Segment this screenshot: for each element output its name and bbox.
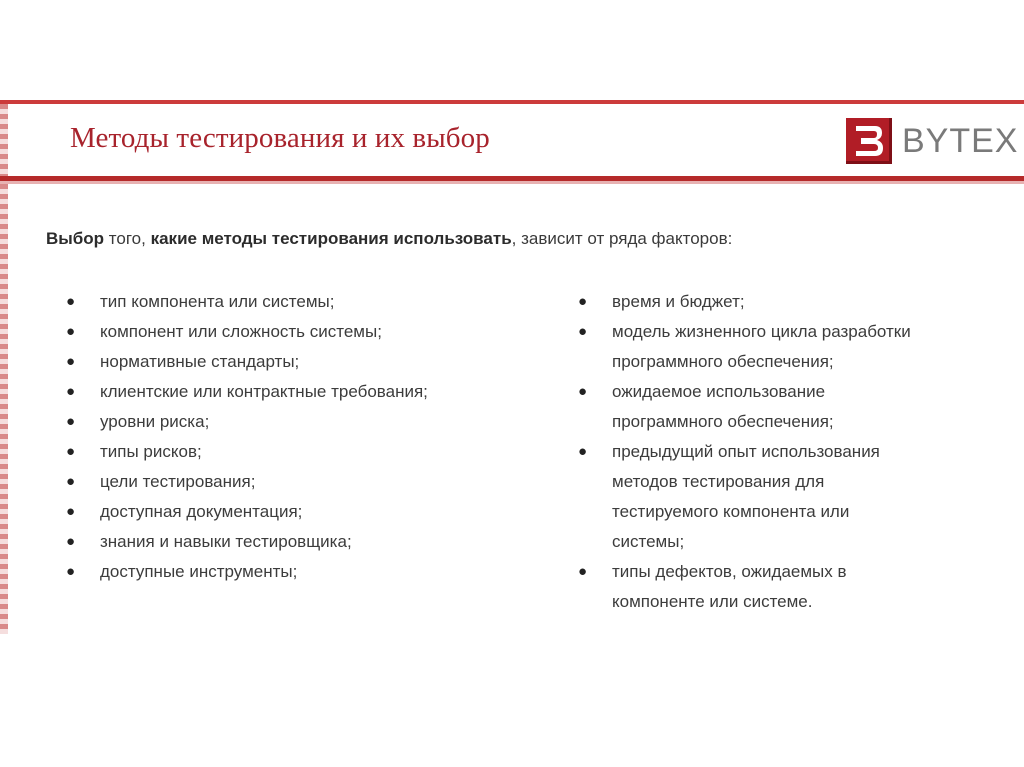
list-item-text: тестируемого компонента или	[612, 502, 850, 521]
list-item	[578, 287, 1008, 317]
header-rule	[0, 176, 1024, 184]
list-item	[66, 317, 536, 347]
intro-text	[46, 229, 732, 249]
list-item-text: знания и навыки тестировщика;	[100, 532, 352, 551]
factors-list-right	[578, 287, 1008, 617]
bytex-logo-icon	[846, 118, 892, 164]
list-item-text: компонент или сложность системы;	[100, 322, 382, 341]
list-item-text: доступная документация;	[100, 502, 303, 521]
list-item	[66, 347, 536, 377]
bullet-icon: ●	[66, 533, 76, 550]
bullet-icon: ●	[66, 503, 76, 520]
bullet-icon: ●	[66, 563, 76, 580]
list-item-text: предыдущий опыт использования	[612, 442, 880, 461]
top-rule	[0, 100, 1024, 104]
list-item-text: системы;	[612, 532, 685, 551]
bullet-icon: ●	[66, 383, 76, 400]
list-item-text: типы рисков;	[100, 442, 202, 461]
bullet-icon: ●	[66, 323, 76, 340]
bullet-icon: ●	[578, 443, 588, 460]
bullet-icon: ●	[578, 323, 588, 340]
list-item-text: цели тестирования;	[100, 472, 256, 491]
intro-regular-1: того,	[104, 229, 151, 248]
list-item-text: нормативные стандарты;	[100, 352, 300, 371]
list-item-text: программного обеспечения;	[612, 352, 834, 371]
bullet-icon: ●	[66, 293, 76, 310]
list-item-text: время и бюджет;	[612, 292, 745, 311]
list-item-text: тип компонента или системы;	[100, 292, 335, 311]
bullet-icon: ●	[66, 353, 76, 370]
list-item	[66, 407, 536, 437]
list-item-text: модель жизненного цикла разработки	[612, 322, 911, 341]
list-item	[66, 497, 536, 527]
logo-text: BYTEX	[902, 121, 1019, 160]
bullet-icon: ●	[578, 563, 588, 580]
list-item	[66, 287, 536, 317]
list-item	[578, 557, 1008, 617]
bullet-icon: ●	[578, 293, 588, 310]
list-item-text: программного обеспечения;	[612, 412, 834, 431]
bullet-icon: ●	[66, 413, 76, 430]
list-item	[578, 377, 1008, 437]
factors-list-left	[66, 287, 536, 587]
list-item	[578, 317, 1008, 377]
list-item-text: методов тестирования для	[612, 472, 825, 491]
bytex-logo	[846, 116, 1018, 166]
intro-bold-1: Выбор	[46, 229, 105, 248]
list-item-text: уровни риска;	[100, 412, 210, 431]
list-item	[66, 377, 536, 407]
list-item-text: ожидаемое использование	[612, 382, 826, 401]
list-item	[66, 467, 536, 497]
list-item-text: типы дефектов, ожидаемых в	[612, 562, 847, 581]
list-item	[66, 557, 536, 587]
intro-regular-2: , зависит от ряда факторов:	[511, 229, 733, 248]
list-item-text: клиентские или контрактные требования;	[100, 382, 428, 401]
bullet-icon: ●	[578, 383, 588, 400]
list-item	[66, 527, 536, 557]
list-item	[578, 437, 1008, 557]
list-item-text: доступные инструменты;	[100, 562, 298, 581]
bullet-icon: ●	[66, 443, 76, 460]
intro-bold-2: какие методы тестирования использовать	[150, 229, 512, 248]
slide-title: Методы тестирования и их выбор	[70, 122, 490, 154]
bullet-icon: ●	[66, 473, 76, 490]
list-item	[66, 437, 536, 467]
list-item-text: компоненте или системе.	[612, 592, 813, 611]
